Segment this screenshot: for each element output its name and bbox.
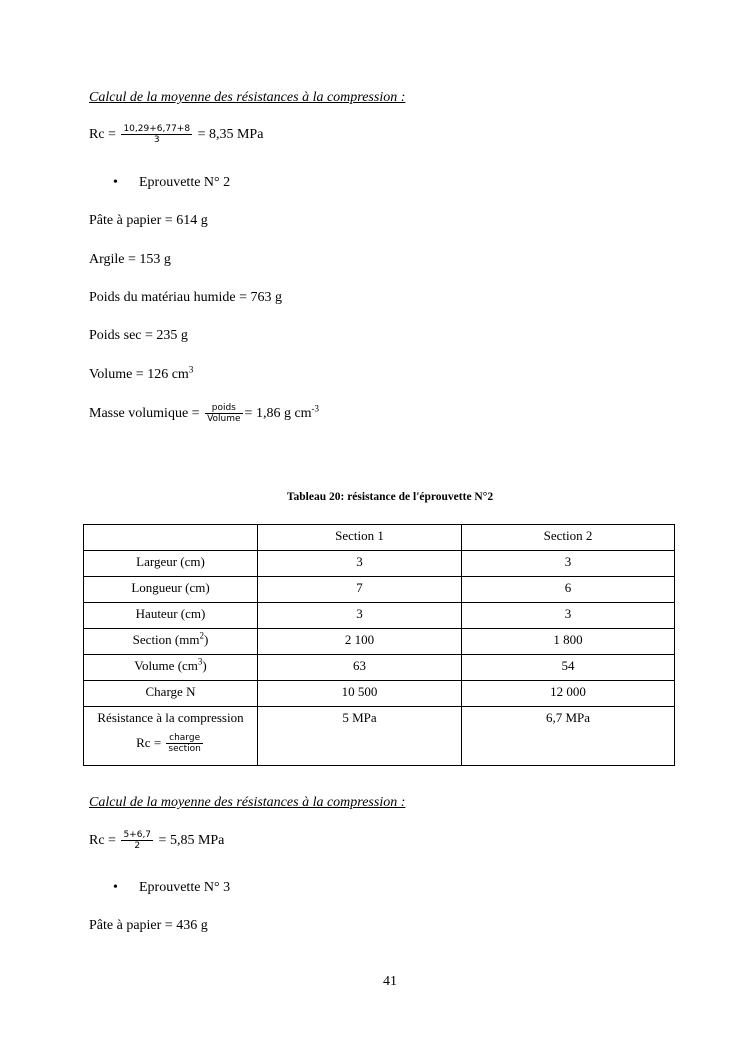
rc-prefix: Rc = [89, 833, 116, 849]
bullet-text: Eprouvette N° 2 [139, 175, 231, 190]
rc-numerator: 5+6,7 [123, 830, 152, 840]
rc-cell-prefix: Rc = [136, 734, 162, 750]
bullet-eprouvette-3 [113, 880, 230, 896]
table-row [84, 681, 675, 707]
rc-prefix: Rc = [89, 127, 116, 143]
poids-sec-line: Poids sec = 235 g [89, 328, 188, 343]
masse-fraction [205, 403, 242, 425]
masse-exponent: -3 [311, 403, 320, 414]
row-section-1-value: 3 [258, 603, 462, 629]
masse-denominator: Volume [207, 414, 241, 425]
volume-text: Volume = 126 cm [89, 367, 189, 382]
row-label-suffix: ) [203, 632, 209, 647]
volume-line [89, 364, 194, 383]
header-section-2: Section 2 [462, 525, 675, 551]
page-number: 41 [383, 974, 397, 989]
rc-result: = 8,35 MPa [197, 127, 264, 143]
bullet-text: Eprouvette N° 3 [139, 880, 231, 895]
section-heading-average-2: Calcul de la moyenne des résistances à la compression : [89, 795, 406, 810]
row-label-exponent: 2 [199, 630, 204, 641]
row-label: Largeur (cm) [84, 551, 258, 577]
rc-result: = 5,85 MPa [158, 833, 225, 849]
rc-cell-denominator: section [168, 744, 201, 755]
row-section-2-value: 1 800 [462, 629, 675, 655]
rc-cell-numerator: charge [166, 733, 202, 744]
resistance-label: Résistance à la compression [97, 710, 244, 725]
rc-formula-1 [89, 124, 263, 146]
header-empty-cell [84, 525, 258, 551]
pate-papier-line: Pâte à papier = 614 g [89, 213, 208, 228]
rc-denominator: 3 [153, 135, 160, 146]
row-label-text: Volume (cm [134, 658, 198, 673]
rc-cell-fraction [166, 733, 202, 755]
argile-line: Argile = 153 g [89, 252, 171, 267]
row-label: Charge N [84, 681, 258, 707]
table-caption: Tableau 20: résistance de l'éprouvette N°2 [286, 491, 494, 503]
row-label: Longueur (cm) [84, 577, 258, 603]
section-heading-average-1: Calcul de la moyenne des résistances à la compression : [89, 90, 406, 105]
rc-fraction [121, 830, 153, 852]
row-section-2-value: 6 [462, 577, 675, 603]
pate-papier-line-3: Pâte à papier = 436 g [89, 918, 208, 933]
row-section-2-value: 3 [462, 603, 675, 629]
masse-result: = 1,86 g cm [244, 406, 312, 422]
rc-denominator: 2 [134, 841, 141, 852]
row-section-1-value: 3 [258, 551, 462, 577]
row-section-1-value: 7 [258, 577, 462, 603]
row-section-1-value: 5 MPa [258, 707, 462, 766]
rc-fraction [121, 124, 192, 146]
table-row [84, 577, 675, 603]
masse-prefix: Masse volumique = [89, 406, 200, 422]
row-section-1-value: 2 100 [258, 629, 462, 655]
masse-numerator: poids [205, 403, 242, 414]
header-section-1: Section 1 [258, 525, 462, 551]
masse-volumique-formula [89, 403, 319, 425]
bullet-eprouvette-2 [113, 175, 230, 191]
row-label: Hauteur (cm) [84, 603, 258, 629]
row-label-resistance [84, 707, 258, 766]
table-row-resistance [84, 707, 675, 766]
row-section-1-value: 10 500 [258, 681, 462, 707]
poids-humide-line: Poids du matériau humide = 763 g [89, 290, 282, 305]
row-section-2-value: 54 [462, 655, 675, 681]
table-row [84, 603, 675, 629]
row-label [84, 655, 258, 681]
resistance-table [83, 524, 675, 766]
row-section-2-value: 12 000 [462, 681, 675, 707]
row-section-2-value: 3 [462, 551, 675, 577]
rc-cell-formula [84, 733, 257, 755]
bullet-icon: • [113, 880, 118, 895]
row-label [84, 629, 258, 655]
bullet-icon: • [113, 175, 118, 190]
volume-exponent: 3 [188, 364, 194, 375]
table-row [84, 629, 675, 655]
rc-numerator: 10,29+6,77+8 [123, 124, 191, 134]
row-label-text: Section (mm [132, 632, 200, 647]
table-row [84, 655, 675, 681]
rc-formula-2 [89, 830, 224, 852]
row-section-1-value: 63 [258, 655, 462, 681]
row-section-2-value: 6,7 MPa [462, 707, 675, 766]
table-header-row [84, 525, 675, 551]
row-label-suffix: ) [202, 658, 207, 673]
table-row [84, 551, 675, 577]
row-label-exponent: 3 [197, 656, 203, 667]
